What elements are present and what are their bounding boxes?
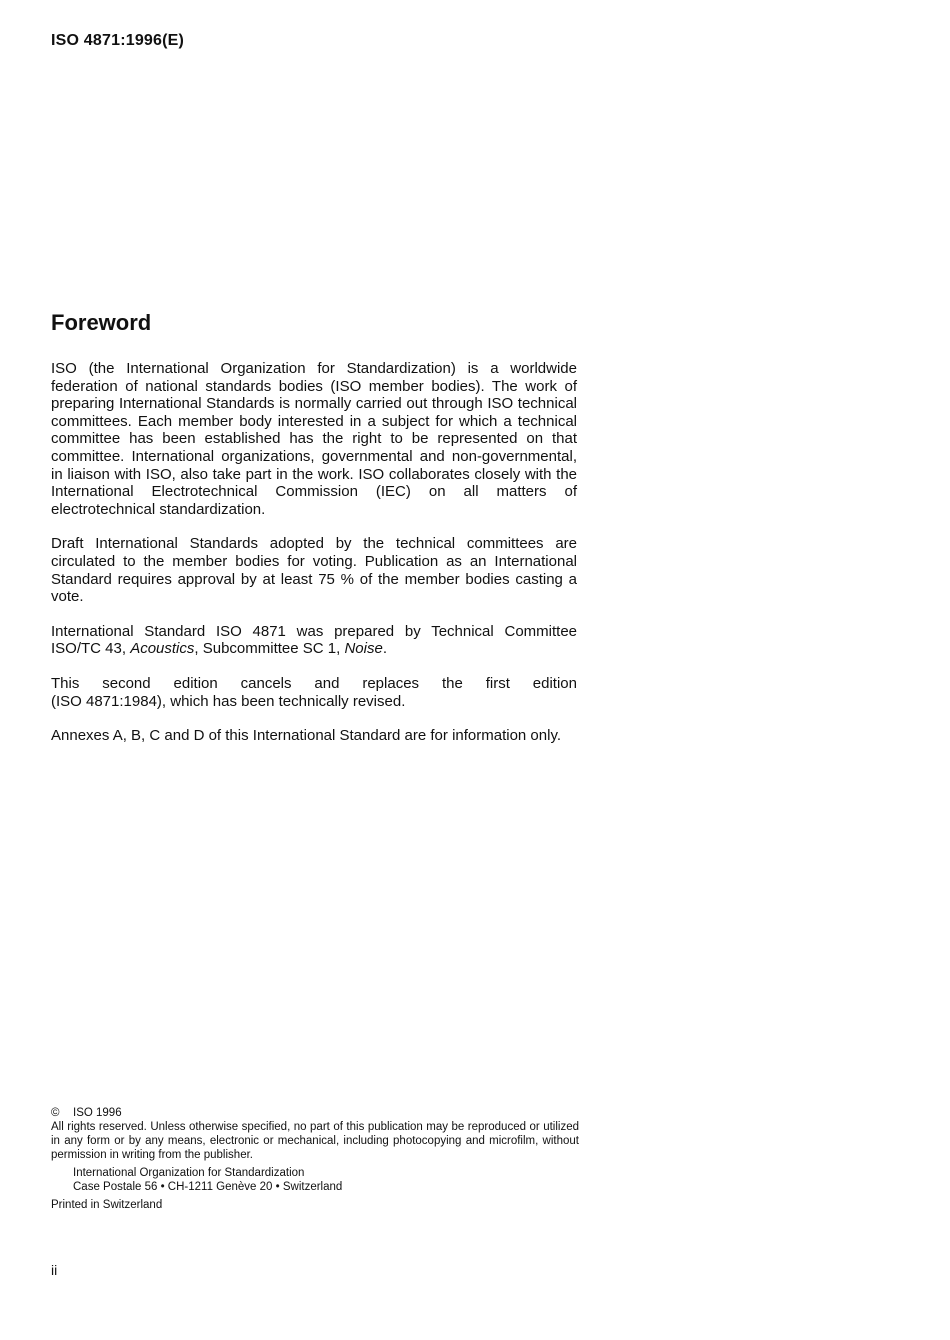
copyright-line (51, 1106, 579, 1120)
paragraph-annexes: Annexes A, B, C and D of this International Standard are for information only. (51, 727, 562, 745)
printed-in: Printed in Switzerland (51, 1199, 163, 1211)
rights-statement: All rights reserved. Unless otherwise specified, no part of this publication may be reproduced or utilized in any form or by any means, electronic or mechanical, including photocopying and microfilm, without permission in writing from the publisher. (51, 1121, 579, 1161)
foreword-body (51, 360, 577, 745)
subcommittee-text: , Subcommittee SC 1, (194, 640, 345, 658)
page-number: ii (51, 1262, 58, 1278)
edition-line-1: This second edition cancels and replaces the first edition (51, 674, 577, 692)
document-id: ISO 4871:1996(E) (51, 32, 185, 49)
noise-term: Noise (344, 640, 383, 658)
prepared-by-text: International Standard ISO 4871 was prepared by Technical Committee ISO/TC 43, (51, 622, 577, 658)
page-title: Foreword (51, 310, 152, 335)
publisher-address (51, 1166, 579, 1194)
copyright-footer (51, 1106, 579, 1212)
paragraph-iso-description: ISO (the International Organization for Standardization) is a worldwide federation of national standards bodies (ISO member bodies). The work of preparing International Standards is normally carried out through ISO technical committees. Each member body interested in a subject for which a technical committee has been established has the right to be represented on that committee. International organizations, governmental and non-governmental, in liaison with ISO, also take part in the work. ISO collaborates closely with the International Electrotechnical Commission (IEC) on all matters of electrotechnical standardization. (51, 360, 577, 518)
org-name: International Organization for Standardization (73, 1167, 305, 1179)
paragraph-prepared-by (51, 623, 577, 658)
paragraph-edition (51, 675, 577, 710)
edition-line-2: (ISO 4871:1984), which has been technically revised. (51, 692, 406, 710)
org-address: Case Postale 56 • CH-1211 Genève 20 • Switzerland (73, 1181, 343, 1193)
copyright-text: ISO 1996 (73, 1107, 122, 1119)
acoustics-term: Acoustics (130, 640, 195, 658)
paragraph-draft-standards: Draft International Standards adopted by the technical committees are circulated to the member bodies for voting. Publication as an International Standard requires approval by at least 75 % of the member bodies casting a vote. (51, 535, 577, 606)
copyright-icon: © (51, 1107, 60, 1119)
prepared-by-end: . (382, 640, 387, 658)
